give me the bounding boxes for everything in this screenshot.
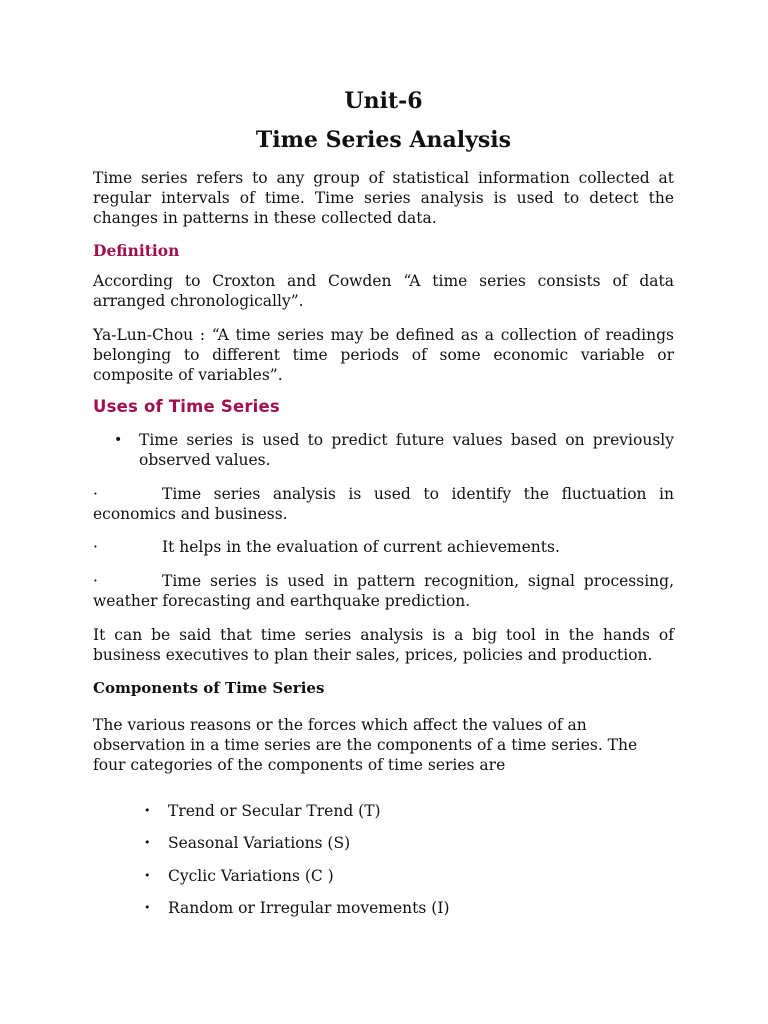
components-intro: The various reasons or the forces which affect the values of an observation in a time series are the components of a time series. The four categories of the components of time series are xyxy=(93,716,638,774)
bullet-icon: • xyxy=(144,901,151,914)
component-item-text: Random or Irregular movements (I) xyxy=(168,899,450,917)
components-heading: Components of Time Series xyxy=(93,679,325,697)
component-item-text: Seasonal Variations (S) xyxy=(168,834,351,852)
list-item xyxy=(93,537,674,557)
list-item xyxy=(93,484,674,524)
dot-bullet-icon: · xyxy=(93,485,98,503)
dot-bullet-icon: · xyxy=(93,538,98,556)
yalunchou-definition: Ya-Lun-Chou : “A time series may be defined as a collection of readings belonging to different time periods of some economic variable or composite of variables”. xyxy=(93,326,674,384)
bullet-icon: • xyxy=(114,432,123,448)
page-title: Time Series Analysis xyxy=(255,127,512,153)
uses-item-text: Time series is used to predict future values based on previously observed values. xyxy=(139,431,674,469)
uses-heading: Uses of Time Series xyxy=(93,397,280,416)
dot-bullet-icon: · xyxy=(93,572,98,590)
component-item-text: Trend or Secular Trend (T) xyxy=(168,802,381,820)
uses-item-text: Time series is used in pattern recognition, signal processing, weather forecasting and earthquake prediction. xyxy=(93,572,674,610)
uses-conclusion: It can be said that time series analysis is a big tool in the hands of business executives to plan their sales, prices, policies and production. xyxy=(93,626,674,664)
croxton-definition: According to Croxton and Cowden “A time series consists of data arranged chronologically”. xyxy=(93,272,674,310)
bullet-icon: • xyxy=(144,836,151,849)
definition-heading: Definition xyxy=(93,241,180,260)
bullet-icon: • xyxy=(144,869,151,882)
intro-paragraph: Time series refers to any group of statistical information collected at regular intervals of time. Time series analysis is used to detect the changes in patterns in these collected data. xyxy=(93,169,674,227)
uses-item-text: Time series analysis is used to identify the fluctuation in economics and business. xyxy=(93,485,674,523)
uses-item-text: It helps in the evaluation of current achievements. xyxy=(162,538,560,556)
component-item-text: Cyclic Variations (C ) xyxy=(168,867,334,885)
list-item xyxy=(93,571,674,611)
unit-title: Unit-6 xyxy=(344,88,423,114)
bullet-icon: • xyxy=(144,804,151,817)
